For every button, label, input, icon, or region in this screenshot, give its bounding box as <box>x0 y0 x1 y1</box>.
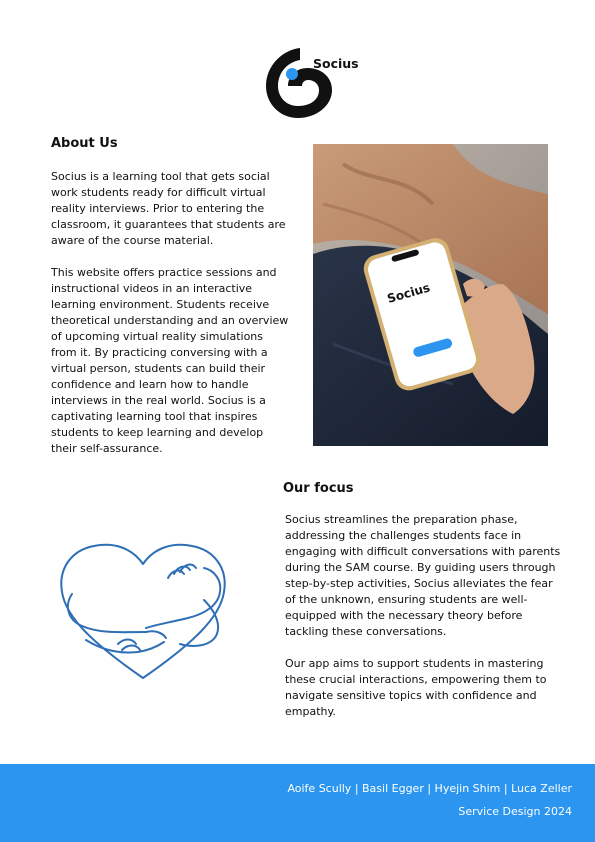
focus-paragraph-2: Our app aims to support students in mastering these crucial interactions, empowering them to navigate sensitive topics with confidence and empathy. <box>285 657 547 718</box>
phone-screen-brand: Socius <box>385 280 432 306</box>
footer-authors: Aoife Scully | Basil Egger | Hyejin Shim | Luca Zeller <box>287 782 572 795</box>
about-paragraph-2: This website offers practice sessions and instructional videos in an interactive learning environment. Students receive theoretical understanding and an overview of upcoming virtual reality simulations from it. By practicing conversing with a virtual person, students can build their confidence and learn how to handle interviews in the real world. Socius is a captivating learning tool that inspires students to keep learning and develop their self-assurance. <box>51 266 289 455</box>
focus-paragraph-1: Socius streamlines the preparation phase, addressing the challenges students face in engaging with difficult conversations with parents during the SAM course. By guiding users through step-by-step activities, Socius alleviates the fear of the unknown, ensuring students are well-equipped with the necessary theory before tackling these conversations. <box>285 513 561 638</box>
footer-course: Service Design 2024 <box>458 805 572 818</box>
socius-logo <box>262 46 372 122</box>
focus-heading: Our focus <box>283 481 354 496</box>
about-heading: About Us <box>51 136 118 151</box>
about-paragraph-1: Socius is a learning tool that gets social work students ready for difficult virtual reality interviews. Prior to entering the classroom, it guarantees that students are aware of the course material. <box>51 170 286 247</box>
footer-bar <box>0 764 595 842</box>
logo-wordmark: Socius <box>313 56 359 71</box>
hand-holding-phone-photo <box>313 144 548 446</box>
heart-hug-illustration <box>54 540 232 682</box>
